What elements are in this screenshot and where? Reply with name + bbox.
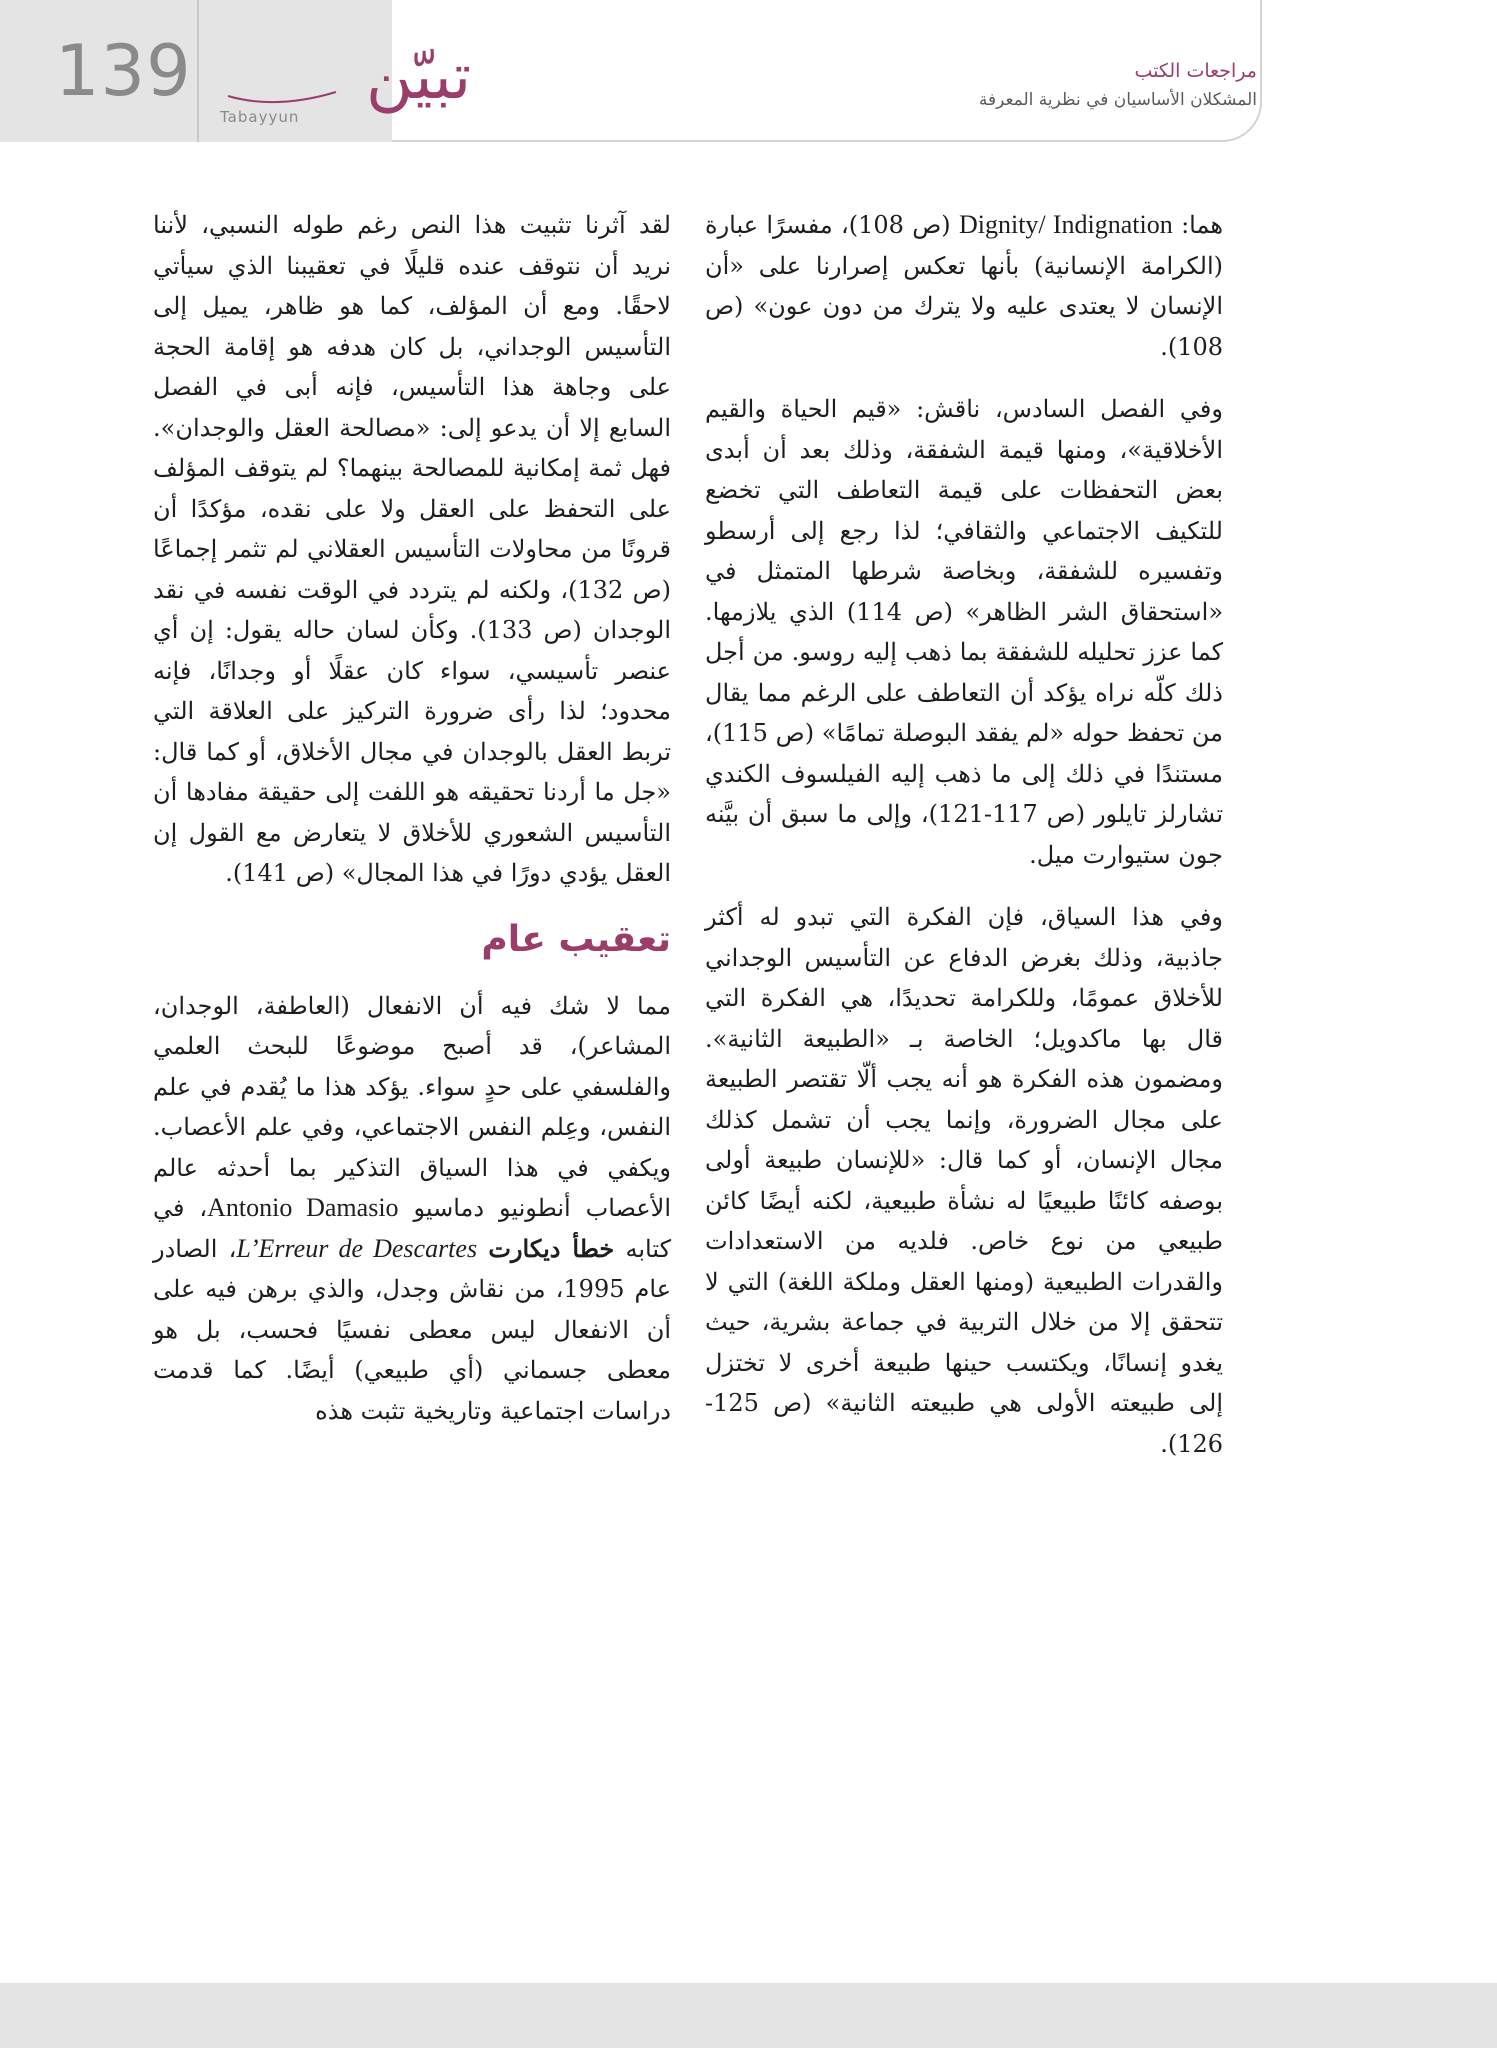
header-rounded-frame [392, 0, 1262, 142]
right-column [705, 205, 1223, 1486]
paragraph [153, 986, 671, 1432]
latin-book-title: L’Erreur de Descartes [236, 1233, 478, 1263]
book-title-bold: خطأ ديكارت [488, 1233, 615, 1263]
text-run: هما: [1172, 211, 1223, 239]
latin-term: Dignity/ Indignation [958, 210, 1173, 239]
text-run [477, 1235, 488, 1263]
text-run: ، الصادر عام 1995، من نقاش وجدل، والذي برهن فيه على أن الانفعال ليس معطى نفسيًا فحسب، بل هو معطى جسماني (أي طبيعي) أيضًا. كما قدمت دراسات اجتماعية وتاريخية تثبت هذه [153, 1234, 672, 1425]
page-header [0, 0, 1497, 142]
section-title: مراجعات الكتب [1134, 60, 1257, 82]
book-title: المشكلان الأساسيان في نظرية المعرفة [978, 90, 1257, 110]
header-divider [197, 0, 199, 142]
latin-name: Antonio Damasio [207, 1193, 399, 1222]
text-run: مما لا شك فيه أن الانفعال (العاطفة، الوجدان، المشاعر)، قد أصبح موضوعًا للبحث العلمي والفلسفي على حدٍ سواء. يؤكد هذا ما يُقدم في علم النفس، وعِلم النفس الاجتماعي، وفي علم الأعصاب. ويكفي في هذا السياق التذكير بما أحدثه عالم الأعصاب أنطونيو دماسيو [153, 991, 671, 1222]
text-run: (ص 108)، مفسرًا عبارة (الكرامة الإنسانية) بأنها تعكس إصرارنا على «أن الإنسان لا يعتدى عليه ولا يترك من دون عون» (ص 108). [705, 211, 1223, 361]
paragraph: لقد آثرنا تثبيت هذا النص رغم طوله النسبي، لأننا نريد أن نتوقف عنده قليلًا في تعقيبنا الذي سيأتي لاحقًا. ومع أن المؤلف، كما هو ظاهر، يميل إلى التأسيس الوجداني، بل كان هدفه هو إقامة الحجة على وجاهة هذا التأسيس، فإنه أبى في الفصل السابع إلا أن يدعو إلى: «مصالحة العقل والوجدان». فهل ثمة إمكانية للمصالحة بينهما؟ لم يتوقف المؤلف على التحفظ على العقل ولا على نقده، مؤكدًا أن قرونًا من محاولات التأسيس العقلاني لم تثمر إجماعًا (ص 132)، ولكنه لم يتردد في الوقت نفسه في نقد الوجدان (ص 133). وكأن لسان حاله يقول: إن أي عنصر تأسيسي، سواء كان عقلًا أو وجدانًا، فإنه محدود؛ لذا رأى ضرورة التركيز على العلاقة التي تربط العقل بالوجدان في مجال الأخلاق، أو كما قال: «جل ما أردنا تحقيقه هو اللفت إلى حقيقة مفادها أن التأسيس الشعوري للأخلاق لا يتعارض مع القول إن العقل يؤدي دورًا في هذا المجال» (ص 141). [153, 211, 671, 887]
paragraph: وفي الفصل السادس، ناقش: «قيم الحياة والقيم الأخلاقية»، ومنها قيمة الشفقة، وذلك بعد أن أبدى بعض التحفظات على قيمة التعاطف التي تخضع للتكيف الاجتماعي والثقافي؛ لذا رجع إلى أرسطو وتفسيره للشفقة، وبخاصة شرطها المتمثل في «استحقاق الشر الظاهر» (ص 114) الذي يلازمها. كما عزز تحليله للشفقة بما ذهب إليه روسو. من أجل ذلك كلّه نراه يؤكد أن التعاطف على الرغم مما يقال من تحفظ حوله «لم يفقد البوصلة تمامًا» (ص 115)، مستندًا في ذلك إلى ما ذهب إليه الفيلسوف الكندي تشارلز تايلور (ص 117-121)، وإلى ما سبق أن بيَّنه جون ستيوارت ميل. [705, 395, 1224, 869]
left-column [153, 205, 671, 1453]
paragraph: وفي هذا السياق، فإن الفكرة التي تبدو له أكثر جاذبية، وذلك بغرض الدفاع عن التأسيس الوجداني للأخلاق عمومًا، وللكرامة تحديدًا، هي الفكرة التي قال بها ماكدويل؛ الخاصة بـ «الطبيعة الثانية». ومضمون هذه الفكرة هو أنه يجب ألّا تقتصر الطبيعة على مجال الضرورة، وإنما يجب أن تشمل كذلك مجال الإنسان، أو كما قال: «للإنسان طبيعة أولى بوصفه كائنًا طبيعيًا له نشأة طبيعية، لكنه أيضًا كائن طبيعي من نوع خاص. فلديه من الاستعدادات والقدرات الطبيعية (ومنها العقل وملكة اللغة) التي لا تتحقق إلا من خلال التربية في جماعة بشرية، حيث يغدو إنسانًا، ويكتسب حينها طبيعة أخرى لا تختزل إلى طبيعته الأولى هي طبيعته الثانية» (ص 125-126). [705, 903, 1223, 1458]
page-footer-band [0, 1983, 1497, 2048]
page-number: 139 [55, 30, 192, 112]
logo-latin-text: Tabayyun [220, 108, 300, 126]
text-run: ، في كتابه [153, 1194, 672, 1263]
paragraph [705, 205, 1223, 367]
logo-arabic-text: تبيّن [366, 40, 472, 114]
section-heading: تعقيب عام [481, 918, 671, 960]
